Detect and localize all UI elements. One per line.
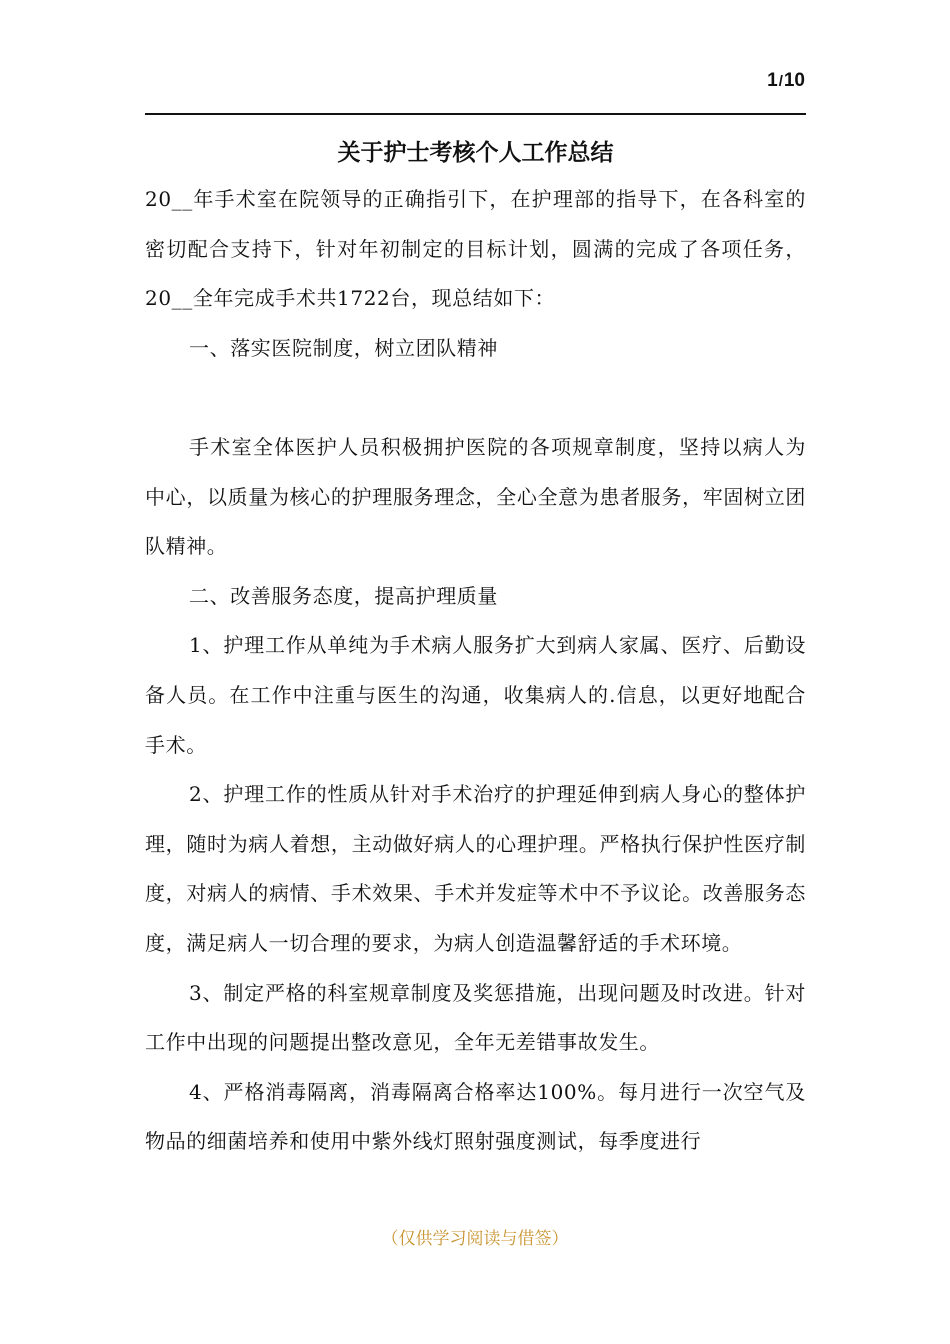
paragraph-item-1: 1、护理工作从单纯为手术病人服务扩大到病人家属、医疗、后勤设备人员。在工作中注重与医生的沟通，收集病人的.信息，以更好地配合手术。 bbox=[145, 633, 806, 757]
paragraph-item-3: 3、制定严格的科室规章制度及奖惩措施，出现问题及时改进。针对工作中出现的问题提出整改意见，全年无差错事故发生。 bbox=[145, 980, 806, 1055]
document-title: 关于护士考核个人工作总结 bbox=[337, 140, 614, 166]
paragraph-section-1: 手术室全体医护人员积极拥护医院的各项规章制度，坚持以病人为中心，以质量为核心的护理服务理念，全心全意为患者服务，牢固树立团队精神。 bbox=[145, 434, 806, 559]
page-number bbox=[767, 70, 805, 92]
header-rule bbox=[145, 113, 806, 115]
paragraph-intro: 20__年手术室在院领导的正确指引下，在护理部的指导下，在各科室的密切配合支持下，针对年初制定的目标计划，圆满的完成了各项任务，20__全年完成手术共1722台，现总结如下： bbox=[145, 187, 806, 311]
footer-note: （仅供学习阅读与借签） bbox=[381, 1229, 569, 1249]
page-separator: / bbox=[778, 73, 783, 90]
section-heading-2: 二、改善服务态度，提高护理质量 bbox=[189, 583, 498, 608]
document-body bbox=[145, 175, 806, 1167]
paragraph-item-4: 4、严格消毒隔离，消毒隔离合格率达100%。每月进行一次空气及物品的细菌培养和使用中紫外线灯照射强度测试，每季度进行 bbox=[145, 1079, 806, 1154]
page-total: 10 bbox=[783, 70, 805, 91]
page-current: 1 bbox=[767, 70, 778, 91]
blank-line bbox=[145, 373, 806, 423]
section-heading-1: 一、落实医院制度，树立团队精神 bbox=[189, 335, 498, 360]
paragraph-item-2: 2、护理工作的性质从针对手术治疗的护理延伸到病人身心的整体护理，随时为病人着想，主动做好病人的心理护理。严格执行保护性医疗制度，对病人的病情、手术效果、手术并发症等术中不予议论。改善服务态度，满足病人一切合理的要求，为病人创造温馨舒适的手术环境。 bbox=[145, 782, 806, 955]
